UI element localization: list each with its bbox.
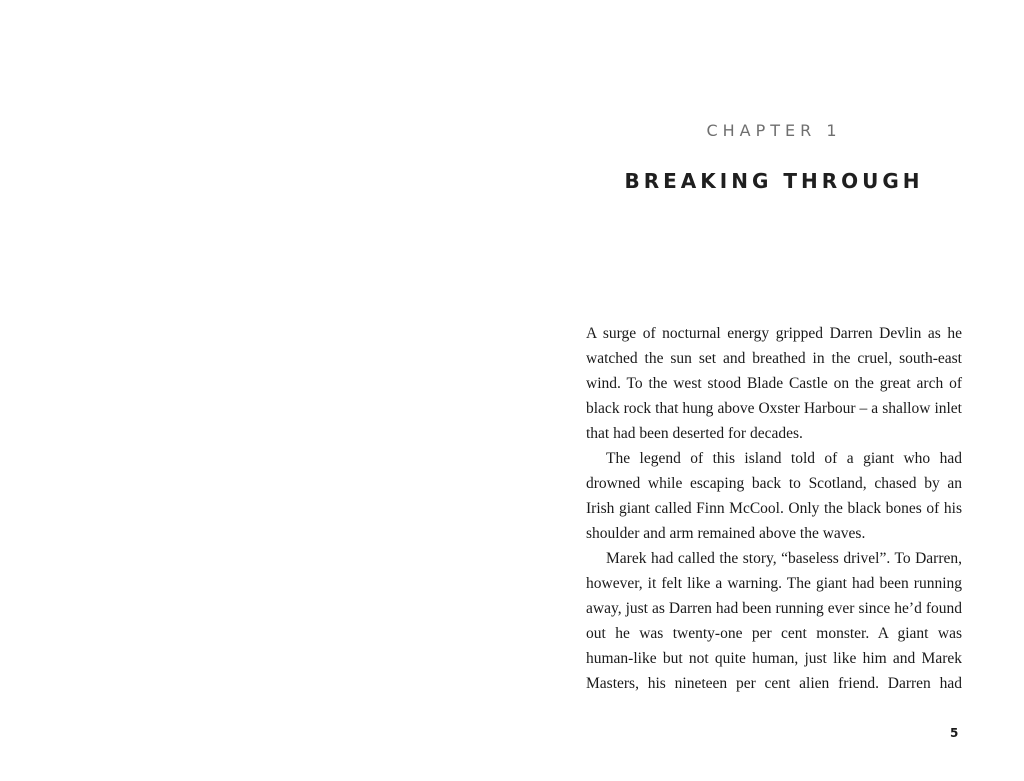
right-page [512, 0, 1024, 781]
paragraph-2: The legend of this island told of a giant who had drowned while escaping back to Scotland, chased by an Irish giant called Finn McCool. Only the black bones of his shoulder and arm remained above the waves. [586, 450, 962, 542]
chapter-body [586, 321, 962, 696]
chapter-label: CHAPTER 1 [706, 121, 842, 140]
page-number: 5 [950, 726, 959, 740]
paragraph-1: A surge of nocturnal energy gripped Darren Devlin as he watched the sun set and breathed in the cruel, south-east wind. To the west stood Blade Castle on the great arch of black rock that hung above Oxster Harbour – a shallow inlet that had been deserted for decades. [586, 325, 962, 442]
paragraph-3: Marek had called the story, “baseless drivel”. To Darren, however, it felt like a warning. The giant had been running away, just as Darren had been running ever since he’d found out he was twenty-one per cent monster. A giant was human-like but not quite human, just like him and Marek Masters, his nineteen per cent alien friend. Darren had [586, 550, 962, 692]
chapter-title: BREAKING THROUGH [624, 169, 924, 193]
